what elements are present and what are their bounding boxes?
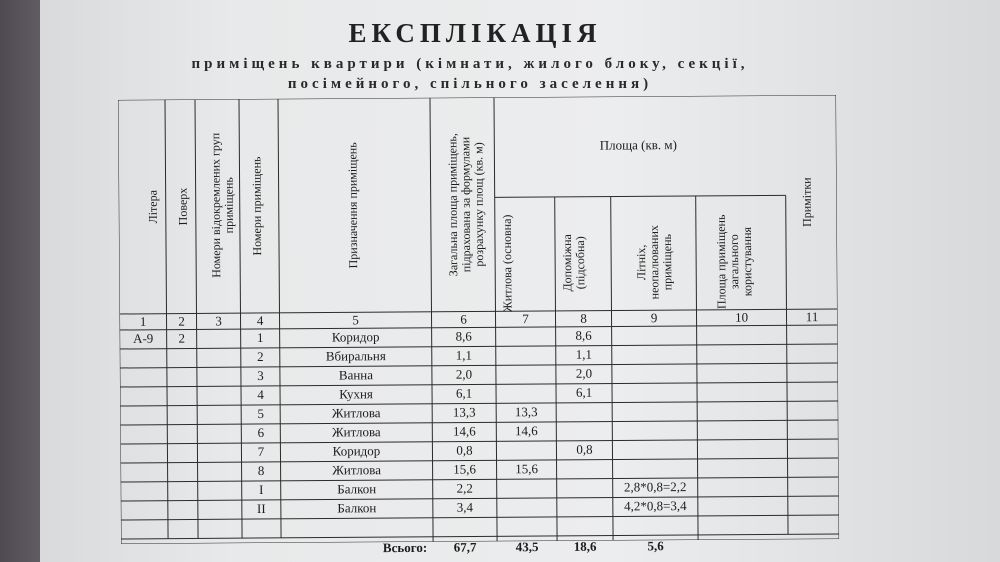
column-number: 5 (352, 312, 359, 328)
table-cell-total: 8,6 (455, 328, 472, 344)
table-cell-summer: 2,8*0,8=2,2 (623, 479, 687, 495)
table-cell-name: Балкон (337, 481, 377, 497)
header-litera: Літера (145, 190, 160, 224)
table-cell-num: 8 (257, 462, 265, 479)
table-cell-living: 13,3 (514, 404, 538, 420)
table-cell-total: 0,8 (456, 442, 473, 458)
table-cell-total: 15,6 (453, 461, 477, 477)
header-living: Житлова (основна) (499, 214, 515, 313)
table-cell-aux: 6,1 (575, 384, 593, 400)
table-cell-floor: 2 (178, 330, 185, 346)
table-cell-living: 15,6 (515, 461, 539, 477)
table-cell-num: 1 (256, 329, 264, 346)
row-line (121, 534, 839, 539)
column-number: 1 (139, 313, 147, 329)
table-cell-total: 2,0 (455, 366, 473, 382)
totals-aux: 18,6 (573, 538, 597, 554)
header-auxiliary: Допоміжна (підсобна) (559, 234, 588, 292)
column-number: 6 (460, 311, 467, 327)
header-room-numbers: Номери приміщень (249, 156, 265, 256)
table-cell-summer: 4,2*0,8=3,4 (623, 498, 687, 514)
totals-label: Всього: (382, 539, 428, 556)
subtitle-line-1: приміщень квартири (кімнати, жилого блоку, секції, (191, 56, 749, 72)
header-summer: Літніх, неопалюваних приміщень (634, 225, 675, 300)
table-cell-name: Житлова (332, 462, 381, 478)
header-area: Площа (кв. м) (599, 137, 678, 153)
column-number: 9 (650, 310, 658, 326)
header-floor: Поверх (175, 187, 190, 226)
table-cell-num: 4 (257, 386, 264, 403)
totals-summer: 5,6 (647, 538, 664, 554)
column-number: 3 (215, 313, 222, 329)
table-cell-num: 7 (257, 443, 265, 460)
table-cell-name: Балкон (337, 500, 377, 516)
table-cell-total: 1,1 (455, 347, 472, 363)
explication-table (118, 95, 839, 556)
totals-total: 67,7 (453, 539, 477, 555)
table-cell-total: 13,3 (452, 404, 476, 420)
table-cell-aux: 1,1 (575, 346, 592, 362)
column-line (786, 195, 788, 534)
totals-living: 43,5 (515, 539, 539, 555)
header-groups: Номери відокремлених груп приміщень (208, 132, 236, 278)
table-cell-litera: А-9 (133, 330, 154, 346)
table-cell-total: 3,4 (456, 499, 474, 515)
header-common: Площа приміщень загального користування (713, 214, 755, 310)
subtitle-line-2: посімейного, спільного заселення) (287, 76, 653, 92)
table-cell-name: Ванна (338, 367, 374, 383)
table-cell-living: 14,6 (514, 423, 538, 439)
column-number: 2 (178, 313, 185, 329)
table-cell-name: Житлова (331, 424, 381, 440)
table-cell-num: II (256, 500, 266, 517)
table-cell-num: 5 (257, 405, 264, 422)
row-line (121, 515, 839, 520)
column-number: 10 (734, 309, 749, 325)
header-total-area: Загальна площа приміщень, підрахована за формулами розрахунку площ (кв. м) (445, 133, 487, 277)
table-cell-num: I (258, 481, 264, 498)
table-cell-num: 6 (257, 424, 265, 441)
table-cell-total: 2,2 (456, 480, 473, 496)
table-cell-name: Коридор (331, 329, 380, 345)
table-cell-aux: 8,6 (575, 327, 592, 343)
column-number: 4 (256, 312, 264, 329)
table-cell-aux: 2,0 (575, 365, 593, 381)
table-cell-name: Кухня (339, 386, 373, 402)
header-purpose: Призначення приміщень (345, 142, 361, 269)
column-number: 8 (580, 310, 587, 326)
table-cell-num: 3 (257, 367, 264, 384)
table-cell-name: Вбиральня (325, 348, 386, 364)
table-cell-num: 2 (256, 348, 264, 365)
table-cell-total: 6,1 (455, 385, 473, 401)
document-title: ЕКСПЛІКАЦІЯ (348, 18, 602, 48)
table-cell-aux: 0,8 (576, 441, 593, 457)
header-line (495, 195, 786, 197)
table-cell-name: Житлова (331, 405, 381, 421)
table-cell-total: 14,6 (452, 423, 476, 439)
column-number: 7 (522, 311, 529, 327)
header-notes: Примітки (799, 177, 814, 228)
table-cell-name: Коридор (332, 443, 381, 459)
column-number: 11 (805, 309, 819, 325)
document-subtitle (70, 54, 870, 94)
